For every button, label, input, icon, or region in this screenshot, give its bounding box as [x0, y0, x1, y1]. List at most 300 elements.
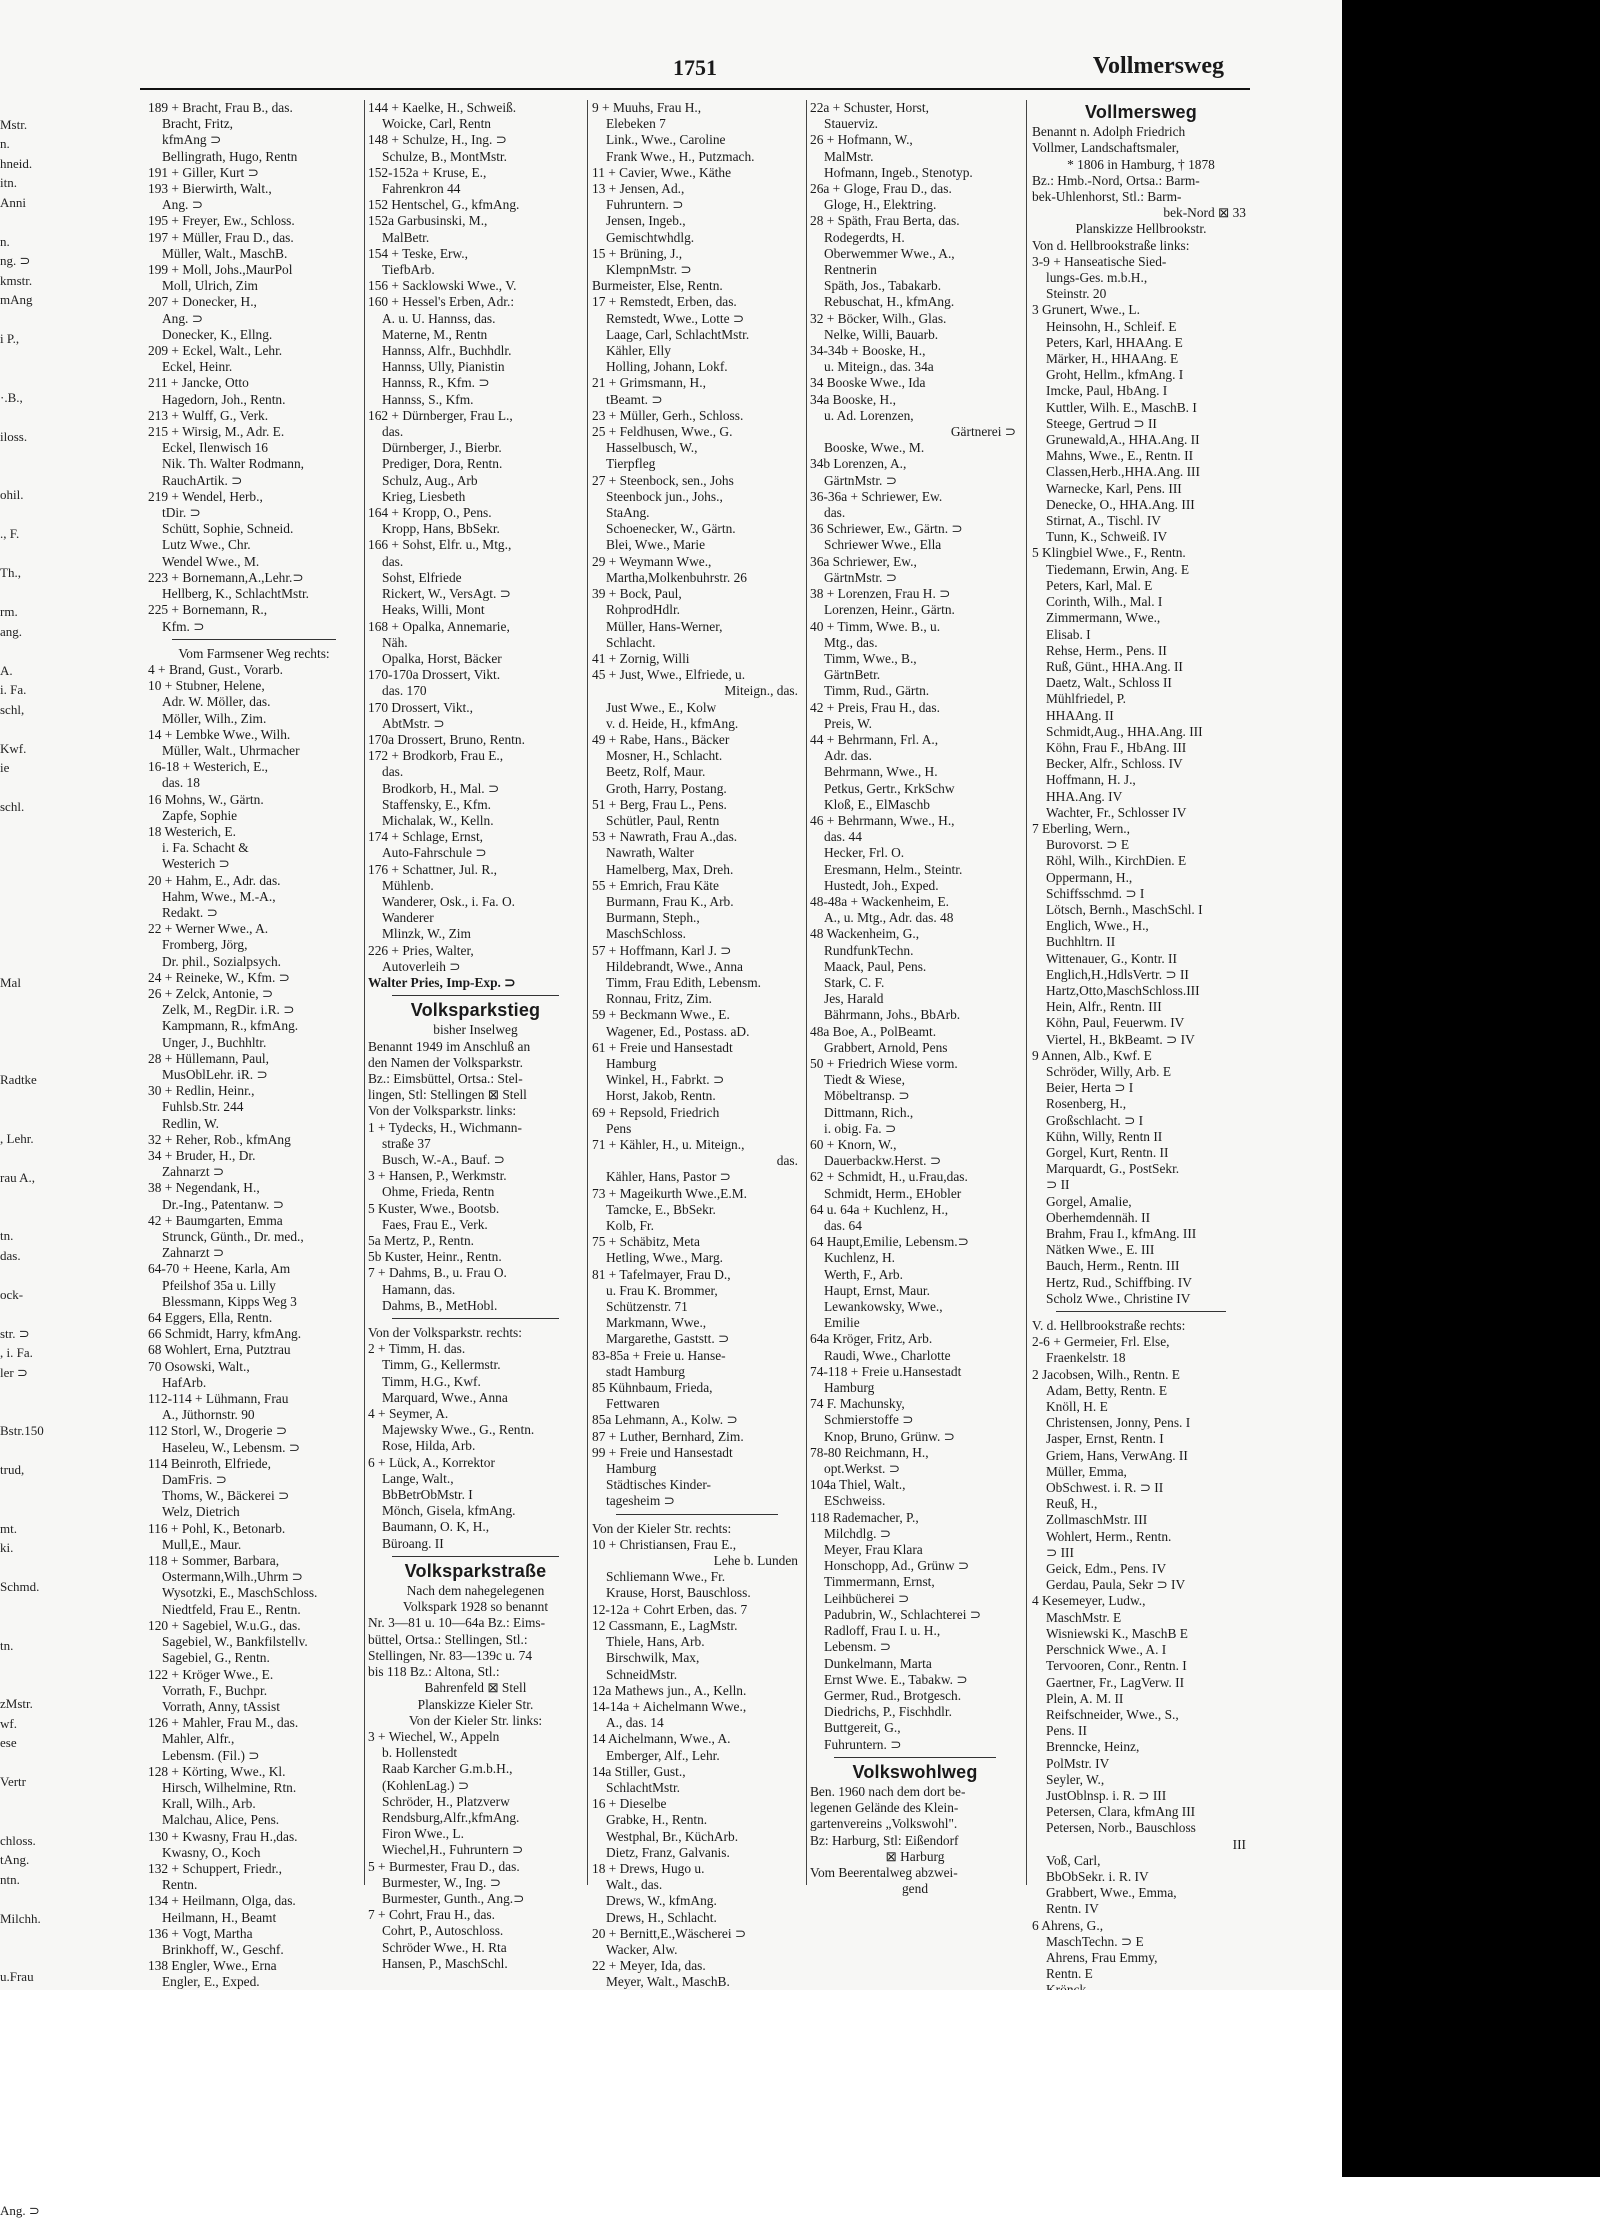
resident-entry: Schmierstoffe ⊃ [824, 1412, 914, 1428]
resident-entry: GärtnBetr. [824, 667, 881, 683]
running-head: Vollmersweg [1092, 53, 1224, 79]
address-entry: 10 + Stubner, Helene, [148, 678, 265, 694]
margin-fragment: ler ⊃ [0, 1364, 28, 1380]
resident-entry: Schiffsschmd. ⊃ I [1046, 885, 1145, 901]
margin-fragment: Anni [0, 194, 26, 210]
address-entry: Gärtnerei ⊃ [950, 424, 1016, 440]
margin-fragment: ock- [0, 1286, 24, 1302]
address-entry: Stellingen, Nr. 83—139c u. 74 [368, 1647, 533, 1663]
address-entry: 5a Mertz, P., Rentn. [368, 1233, 474, 1249]
resident-entry: Grabbert, Wwe., Emma, [1046, 1885, 1177, 1901]
margin-fragment: ·.B., [0, 389, 23, 405]
resident-entry: Adam, Betty, Rentn. E [1046, 1382, 1168, 1398]
resident-entry: Zelk, M., RegDir. i.R. ⊃ [162, 1002, 295, 1018]
address-entry: 99 + Freie und Hansestadt [592, 1444, 733, 1460]
resident-entry: Schriewer Wwe., Ella [824, 537, 942, 553]
address-entry: 81 + Tafelmayer, Frau D., [592, 1266, 731, 1282]
resident-entry: MaschTechn. ⊃ E [1046, 1933, 1144, 1949]
margin-fragment: mAng [0, 292, 33, 307]
margin-fragment: zMstr. [0, 1696, 33, 1711]
resident-entry: Timmermann, Ernst, [824, 1574, 935, 1590]
resident-entry: Hannss, S., Kfm. [382, 391, 474, 407]
resident-entry: ZollmaschMstr. III [1046, 1512, 1148, 1528]
margin-fragment [0, 1207, 48, 1227]
directory-column-1 [148, 100, 360, 1990]
address-entry: 213 + Wulff, G., Verk. [148, 407, 269, 423]
resident-entry: Perschnick Wwe., A. I [1046, 1642, 1167, 1658]
margin-fragment [0, 310, 48, 330]
resident-entry: Möller, Wilh., Zim. [162, 710, 267, 726]
resident-entry: Ahrens, Frau Emmy, [1046, 1949, 1158, 1965]
resident-entry: Adr. das. [824, 748, 872, 764]
margin-fragment [0, 505, 48, 525]
resident-entry: Bährmann, Johs., BbArb. [824, 1007, 961, 1023]
address-entry: bek-Uhlenhorst, Stl.: Barm- [1032, 189, 1182, 205]
margin-fragment [0, 1090, 48, 1110]
margin-fragment [0, 1675, 48, 1695]
scan-background [0, 1990, 1342, 2177]
resident-entry: Unger, J., Buchhltr. [162, 1034, 267, 1050]
margin-fragment: wf. [0, 1715, 17, 1731]
resident-entry: Hamelberg, Max, Dreh. [606, 861, 734, 877]
directory-column-5 [1032, 100, 1250, 1982]
address-entry: Planskizze Hellbrookstr. [1075, 221, 1207, 237]
resident-entry: Hofmann, Ingeb., Stenotyp. [824, 164, 973, 180]
margin-fragment [0, 1304, 48, 1324]
margin-fragment [0, 407, 48, 427]
resident-entry: Classen,Herb.,HHA.Ang. III [1046, 464, 1200, 480]
margin-fragment [0, 875, 48, 895]
resident-entry: Lebensm. ⊃ [824, 1639, 891, 1655]
address-entry: 104a Thiel, Walt., [810, 1477, 906, 1493]
resident-entry: Haupt, Ernst, Maur. [824, 1282, 930, 1298]
address-entry: 14-14a + Aichelmann Wwe., [592, 1698, 747, 1714]
address-entry: 26a + Gloge, Frau D., das. [810, 181, 952, 197]
margin-fragment [0, 349, 48, 369]
resident-entry: Holling, Johann, Lokf. [606, 359, 728, 375]
address-entry: Bz.: Eimsbüttel, Ortsa.: Stel- [368, 1070, 523, 1086]
resident-entry: Nätken Wwe., E. III [1046, 1242, 1155, 1258]
resident-entry: Bracht, Fritz, [162, 116, 234, 132]
address-entry: 1 + Tydecks, H., Wichmann- [368, 1119, 522, 1135]
margin-fragment: Milchh. [0, 1910, 41, 1926]
scan-border [1342, 0, 1600, 2177]
address-entry: gartenvereins „Volkswohl". [810, 1816, 958, 1832]
address-entry: 75 + Schäbitz, Meta [592, 1234, 700, 1250]
resident-entry: Raudi, Wwe., Charlotte [824, 1347, 951, 1363]
resident-entry: Malchau, Alice, Pens. [162, 1812, 280, 1828]
address-entry: 85a Lehmann, A., Kolw. ⊃ [592, 1412, 738, 1428]
resident-entry: Burmann, Steph., [606, 910, 700, 926]
margin-fragment: Mstr. [0, 116, 28, 132]
resident-entry: Wanderer [382, 910, 434, 926]
resident-entry: Ronnau, Fritz, Zim. [606, 991, 713, 1007]
address-entry: 16 + Dieselbe [592, 1796, 667, 1812]
resident-entry: Krause, Horst, Bauschloss. [606, 1585, 751, 1601]
resident-entry: Wohlert, Herm., Rentn. [1046, 1528, 1172, 1544]
resident-entry: das. [382, 424, 404, 440]
address-entry: 172 + Brodkorb, Frau E., [368, 748, 504, 764]
resident-entry: Kropp, Hans, BbSekr. [382, 521, 500, 537]
resident-entry: das. [382, 764, 404, 780]
resident-entry: Ostermann,Wilh.,Uhrm ⊃ [162, 1569, 303, 1585]
margin-fragment [0, 1187, 48, 1207]
resident-entry: Stark, C. F. [824, 974, 885, 990]
resident-entry: das. [824, 505, 846, 521]
resident-entry: Majewsky Wwe., G., Rentn. [382, 1422, 535, 1438]
resident-entry: Heaks, Willi, Mont [382, 602, 485, 618]
resident-entry: Rentnerin [824, 262, 877, 278]
resident-entry: Dittmann, Rich., [824, 1104, 914, 1120]
margin-fragment [0, 1265, 48, 1285]
address-entry: 55 + Emrich, Frau Käte [592, 877, 719, 893]
resident-entry: ObSchwest. i. R. ⊃ II [1046, 1480, 1164, 1496]
margin-fragment: i. Fa. [0, 682, 27, 697]
resident-entry: Kühn, Willy, Rentn II [1046, 1128, 1163, 1144]
resident-entry: Adr. W. Möller, das. [162, 694, 271, 710]
resident-entry: Bellingrath, Hugo, Rentn [162, 148, 298, 164]
margin-fragment: mt. [0, 1520, 17, 1536]
address-entry: 29 + Weymann Wwe., [592, 553, 712, 569]
resident-entry: Kfm. ⊃ [162, 618, 205, 634]
margin-fragment [0, 895, 48, 915]
resident-entry: Zahnarzt ⊃ [162, 1245, 225, 1261]
resident-entry: Nawrath, Walter [606, 845, 694, 861]
resident-entry: Tierpfleg [606, 456, 656, 472]
resident-entry: HHA.Ang. IV [1046, 788, 1123, 804]
resident-entry: Timm, Wwe., B., [824, 650, 917, 666]
resident-entry: Steege, Gertrud ⊃ II [1046, 415, 1157, 431]
resident-entry: Vorrath, F., Buchpr. [162, 1682, 268, 1698]
margin-fragment [0, 1597, 48, 1617]
resident-entry: PolMstr. IV [1046, 1755, 1110, 1771]
address-entry: 12-12a + Cohrt Erben, das. 7 [592, 1601, 748, 1617]
resident-entry: Müller, Walt., MaschB. [162, 245, 288, 261]
address-entry: 20 + Bernitt,E.,Wäscherei ⊃ [592, 1925, 747, 1941]
address-entry: Nr. 3—81 u. 10—64a Bz.: Eims- [368, 1615, 546, 1631]
resident-entry: Schütler, Paul, Rentn [606, 812, 720, 828]
resident-entry: HHAAng. II [1046, 707, 1114, 723]
resident-entry: Groht, Hellm., kfmAng. I [1046, 367, 1184, 383]
address-entry: 24 + Reineke, W., Kfm. ⊃ [148, 969, 290, 985]
resident-entry: Niedtfeld, Frau E., Rentn. [162, 1601, 301, 1617]
margin-fragment [0, 1889, 48, 1909]
resident-entry: Zahnarzt ⊃ [162, 1164, 225, 1180]
address-entry: * 1806 in Hamburg, † 1878 [1067, 156, 1215, 172]
resident-entry: Wiechel,H., Fuhruntern ⊃ [382, 1842, 524, 1858]
address-entry: 10 + Christiansen, Frau E., [592, 1536, 737, 1552]
resident-entry: Schröder, H., Platzverw [382, 1793, 510, 1809]
resident-entry: Ang. ⊃ [162, 310, 203, 326]
address-entry: 61 + Freie und Hansestadt [592, 1039, 733, 1055]
margin-fragment: , Lehr. [0, 1130, 34, 1146]
resident-entry: Hellberg, K., SchlachtMstr. [162, 586, 310, 602]
resident-entry: Kähler, Hans, Pastor ⊃ [606, 1169, 731, 1185]
resident-entry: Hamann, das. [382, 1281, 456, 1297]
directory-column-2 [368, 100, 583, 1971]
resident-entry: Rose, Hilda, Arb. [382, 1438, 476, 1454]
resident-entry: Dunkelmann, Marta [824, 1655, 932, 1671]
resident-entry: Wysotzki, E., MaschSchloss. [162, 1585, 318, 1601]
address-entry: 25 + Feldhusen, Wwe., G. [592, 424, 733, 440]
address-entry: 5b Kuster, Heinr., Rentn. [368, 1249, 502, 1265]
margin-fragment: ntn. [0, 1871, 20, 1887]
address-entry: 11 + Cavier, Wwe., Käthe [592, 164, 732, 180]
resident-entry: Ang. ⊃ [162, 197, 203, 213]
address-entry: 7 Eberling, Wern., [1032, 820, 1130, 836]
margin-fragment: Ang. ⊃ [0, 2203, 40, 2218]
address-entry: 5 Kuster, Wwe., Bootsb. [368, 1200, 500, 1216]
resident-entry: Rehse, Herm., Pens. II [1046, 642, 1167, 658]
resident-entry: Näh. [382, 634, 408, 650]
resident-entry: RundfunkTechn. [824, 942, 914, 958]
resident-entry: Kolb, Fr. [606, 1218, 654, 1234]
address-entry: den Namen der Volksparkstr. [368, 1054, 523, 1070]
address-entry: 38 + Negendank, H., [148, 1180, 260, 1196]
address-entry: 152-152a + Kruse, E., [368, 164, 487, 180]
resident-entry: Dahms, B., MetHobl. [382, 1297, 498, 1313]
margin-fragment: Schmd. [0, 1579, 40, 1594]
resident-entry: Wisniewski K., MaschB E [1046, 1625, 1188, 1641]
address-entry: Nach dem nahegelegenen [406, 1583, 545, 1599]
margin-fragment [0, 1811, 48, 1831]
resident-entry: Hasselbusch, W., [606, 440, 698, 456]
resident-entry: Redakt. ⊃ [162, 904, 218, 920]
resident-entry: Wendel Wwe., M. [162, 553, 260, 569]
resident-entry: Möbeltransp. ⊃ [824, 1088, 910, 1104]
address-entry: 5 Klingbiel Wwe., F., Rentn. [1032, 545, 1186, 561]
resident-entry: Späth, Jos., Tabakarb. [824, 278, 942, 294]
resident-entry: Mühlenb. [382, 877, 434, 893]
column-divider [806, 100, 807, 1885]
address-entry: 83-85a + Freie u. Hanse- [592, 1347, 726, 1363]
section-divider [1056, 1311, 1226, 1312]
address-entry: Ben. 1960 nach dem dort be- [810, 1783, 966, 1799]
address-entry: 71 + Kähler, H., u. Miteign., [592, 1137, 745, 1152]
address-entry: 3 Grunert, Wwe., L. [1032, 302, 1140, 318]
resident-entry: Röhl, Wilh., KirchDien. E [1046, 853, 1187, 869]
address-entry: 32 + Reher, Rob., kfmAng [148, 1131, 291, 1147]
address-entry: 122 + Kröger Wwe., E. [148, 1666, 274, 1682]
address-entry: 2 + Timm, H. das. [368, 1341, 466, 1357]
street-heading: Volksparkstraße [404, 1560, 547, 1581]
resident-entry: Thoms, W., Bäckerei ⊃ [162, 1488, 290, 1504]
margin-fragment: hneid. [0, 155, 33, 171]
resident-entry: Ernst Wwe. E., Tabakw. ⊃ [824, 1671, 968, 1687]
margin-fragment [0, 992, 48, 1012]
margin-fragment [0, 953, 48, 973]
resident-entry: Jes, Harald [824, 991, 884, 1007]
margin-fragment [0, 1616, 48, 1636]
resident-entry: Hartz,Otto,MaschSchloss.III [1046, 982, 1200, 998]
resident-entry: Timm, Rud., Gärtn. [824, 683, 930, 699]
resident-entry: Meyer, Frau Klara [824, 1542, 923, 1558]
resident-entry: Gemischtwhdlg. [606, 229, 695, 245]
margin-fragment [0, 95, 48, 115]
address-entry: 226 + Pries, Walter, [368, 942, 474, 958]
margin-fragment: n. [0, 233, 10, 249]
margin-fragment [0, 1402, 48, 1422]
resident-entry: Christensen, Jonny, Pens. I [1046, 1415, 1191, 1431]
margin-fragment: rm. [0, 604, 18, 619]
address-entry: 207 + Donecker, H., [148, 294, 257, 310]
resident-entry: Steenbock jun., Johs., [606, 488, 723, 504]
resident-entry: Westerich ⊃ [162, 856, 230, 872]
resident-entry: Werth, F., Arb. [824, 1266, 903, 1282]
address-entry: 66 Schmidt, Harry, kfmAng. [148, 1326, 302, 1342]
resident-entry: Krieg, Liesbeth [382, 488, 466, 504]
address-entry: 17 + Remstedt, Erben, das. [592, 294, 737, 310]
address-entry: 64 Haupt,Emilie, Lebensm.⊃ [810, 1234, 969, 1250]
resident-entry: GärtnMstr. ⊃ [824, 569, 897, 585]
resident-entry: Plein, A. M. II [1046, 1690, 1124, 1706]
address-entry: 70 Osowski, Walt., [148, 1358, 250, 1374]
resident-entry: Horst, Jakob, Rentn. [606, 1088, 716, 1104]
resident-entry: Schliemann Wwe., Fr. [606, 1569, 726, 1585]
resident-entry: Maack, Paul, Pens. [824, 958, 927, 974]
margin-fragment [0, 1928, 48, 1948]
resident-entry: Groth, Harry, Postang. [606, 780, 727, 796]
resident-entry: Scholz Wwe., Christine IV [1046, 1290, 1191, 1306]
resident-entry: Griem, Hans, VerwAng. II [1046, 1447, 1188, 1463]
address-entry: 34-34b + Booske, H., [810, 343, 926, 359]
resident-entry: Müller, Hans-Werner, [606, 618, 723, 634]
resident-entry: ⊃ II [1046, 1177, 1070, 1193]
resident-entry: Opalka, Horst, Bäcker [382, 650, 502, 666]
resident-entry: Hein, Alfr., Rentn. III [1046, 999, 1162, 1015]
resident-entry: Baumann, O. K, H., [382, 1519, 490, 1535]
resident-entry: Becker, Alfr., Schloss. IV [1046, 756, 1183, 772]
address-entry: 16-18 + Westerich, E., [148, 759, 269, 775]
resident-entry: Buttgereit, G., [824, 1720, 901, 1736]
margin-fragment: Mal [0, 974, 21, 990]
resident-entry: Lange, Walt., [382, 1470, 454, 1486]
margin-fragment: u.Frau [0, 1969, 34, 1984]
resident-entry: Schütt, Sophie, Schneid. [162, 521, 294, 537]
resident-entry: Sohst, Elfriede [382, 569, 462, 585]
resident-entry: Fuhruntern. ⊃ [606, 197, 684, 213]
address-entry: 197 + Müller, Frau D., das. [148, 229, 294, 245]
address-entry: 130 + Kwasny, Frau H.,das. [148, 1828, 298, 1844]
margin-fragment: trud, [0, 1462, 25, 1477]
address-entry: 148 + Schulze, H., Ing. ⊃ [368, 132, 507, 148]
address-entry: Von der Kieler Str. rechts: [592, 1520, 732, 1536]
resident-entry: Gorgel, Amalie, [1046, 1193, 1132, 1209]
address-entry: 74 F. Machunsky, [810, 1396, 905, 1412]
resident-entry: Fettwaren [606, 1396, 660, 1412]
margin-fragment: str. ⊃ [0, 1325, 30, 1341]
address-entry: 156 + Sacklowski Wwe., V. [368, 278, 517, 294]
resident-entry: Buchhltrn. II [1046, 934, 1116, 950]
resident-entry: Reifschneider, Wwe., S., [1046, 1706, 1179, 1722]
resident-entry: Hagedorn, Joh., Rentn. [162, 391, 286, 407]
resident-entry: das. 64 [824, 1218, 862, 1234]
resident-entry: Büroang. II [382, 1535, 444, 1551]
address-entry: 36-36a + Schriewer, Ew. [810, 488, 943, 504]
address-entry: 225 + Bornemann, R., [148, 602, 268, 618]
address-entry: 44 + Behrmann, Frl. A., [810, 731, 939, 747]
margin-fragment: Radtke [0, 1072, 37, 1087]
margin-fragment [0, 1499, 48, 1519]
address-entry: 64 u. 64a + Kuchlenz, H., [810, 1201, 949, 1217]
resident-entry: Vorrath, Anny, tAssist [162, 1698, 280, 1714]
address-entry: 57 + Hoffmann, Karl J. ⊃ [592, 942, 732, 958]
margin-fragment [0, 1558, 48, 1578]
address-entry: 41 + Zornig, Willi [592, 650, 690, 666]
resident-entry: Seyler, W., [1046, 1771, 1105, 1787]
resident-entry: Mönch, Gisela, kfmAng. [382, 1503, 516, 1519]
margin-fragment [0, 212, 48, 232]
resident-entry: Rentn. [162, 1877, 198, 1893]
margin-fragment [0, 1655, 48, 1675]
resident-entry: das. 170 [382, 683, 427, 699]
resident-entry: Tervooren, Conr., Rentn. I [1046, 1658, 1187, 1674]
resident-entry: Hahm, Wwe., M.-A., [162, 888, 276, 904]
address-entry: 18 + Drews, Hugo u. [592, 1860, 705, 1876]
resident-entry: SchneidMstr. [606, 1666, 678, 1682]
address-entry: 4 + Seymer, A. [368, 1406, 449, 1422]
resident-entry: Knop, Bruno, Grünw. ⊃ [824, 1428, 955, 1444]
resident-entry: Hannss, Ully, Pianistin [382, 359, 505, 375]
resident-entry: i. obig. Fa. ⊃ [824, 1120, 897, 1136]
address-entry: 64a Kröger, Fritz, Arb. [810, 1331, 933, 1347]
margin-fragment: Bstr.150 [0, 1423, 44, 1438]
resident-entry: Stauerviz. [824, 116, 878, 132]
resident-entry: das. 18 [162, 775, 200, 791]
resident-entry: ESchweiss. [824, 1493, 886, 1509]
resident-entry: Heinsohn, H., Schleif. E [1046, 318, 1177, 334]
section-divider [172, 639, 336, 640]
address-entry: 48a Boe, A., PolBeamt. [810, 1023, 937, 1039]
resident-entry: A., u. Mtg., Adr. das. 48 [824, 910, 954, 926]
resident-entry: Just Wwe., E., Kolw [606, 699, 717, 715]
margin-fragment [0, 817, 48, 837]
margin-fragment [0, 583, 48, 603]
resident-entry: Steinstr. 20 [1046, 286, 1107, 302]
resident-entry: Elebeken 7 [606, 116, 666, 132]
section-divider [834, 1757, 996, 1758]
address-entry: Miteign., das. [724, 683, 798, 699]
address-entry: Bz.: Hmb.-Nord, Ortsa.: Barm- [1032, 172, 1200, 188]
resident-entry: Fuhruntern. ⊃ [824, 1736, 902, 1752]
margin-fragment: ang. [0, 623, 23, 639]
address-entry: 152a Garbusinski, M., [368, 213, 488, 229]
address-entry: 215 + Wirsig, M., Adr. E. [148, 424, 285, 440]
margin-fragment: chloss. [0, 1832, 36, 1848]
address-entry: 15 + Brüning, J., [592, 245, 683, 261]
margin-fragment: , i. Fa. [0, 1345, 33, 1360]
resident-entry: Cohrt, P., Autoschloss. [382, 1923, 504, 1939]
resident-entry: Lewankowsky, Wwe., [824, 1299, 943, 1315]
resident-entry: Kähler, Elly [606, 343, 671, 359]
address-entry: 3-9 + Hanseatische Sied- [1032, 253, 1167, 269]
street-heading: Vollmersweg [1085, 102, 1197, 122]
section-divider [616, 1514, 778, 1515]
directory-column-4 [810, 100, 1020, 1897]
resident-entry: Mühlfriedel, P. [1046, 691, 1126, 707]
resident-entry: Wagener, Ed., Postass. aD. [606, 1023, 750, 1039]
resident-entry: Elisab. I [1046, 626, 1091, 642]
resident-entry: Laage, Carl, SchlachtMstr. [606, 326, 750, 342]
address-entry: 114 Beinroth, Elfriede, [148, 1455, 271, 1471]
address-entry: 189 + Bracht, Frau B., das. [148, 100, 293, 115]
margin-fragment: tAng. [0, 1852, 30, 1867]
address-entry: 209 + Eckel, Walt., Lehr. [148, 343, 283, 359]
resident-entry: Michalak, W., Kelln. [382, 812, 494, 828]
resident-entry: tDir. ⊃ [162, 505, 201, 521]
resident-entry: Pens. II [1046, 1723, 1087, 1739]
address-entry: 4 Kesemeyer, Ludw., [1032, 1593, 1146, 1609]
